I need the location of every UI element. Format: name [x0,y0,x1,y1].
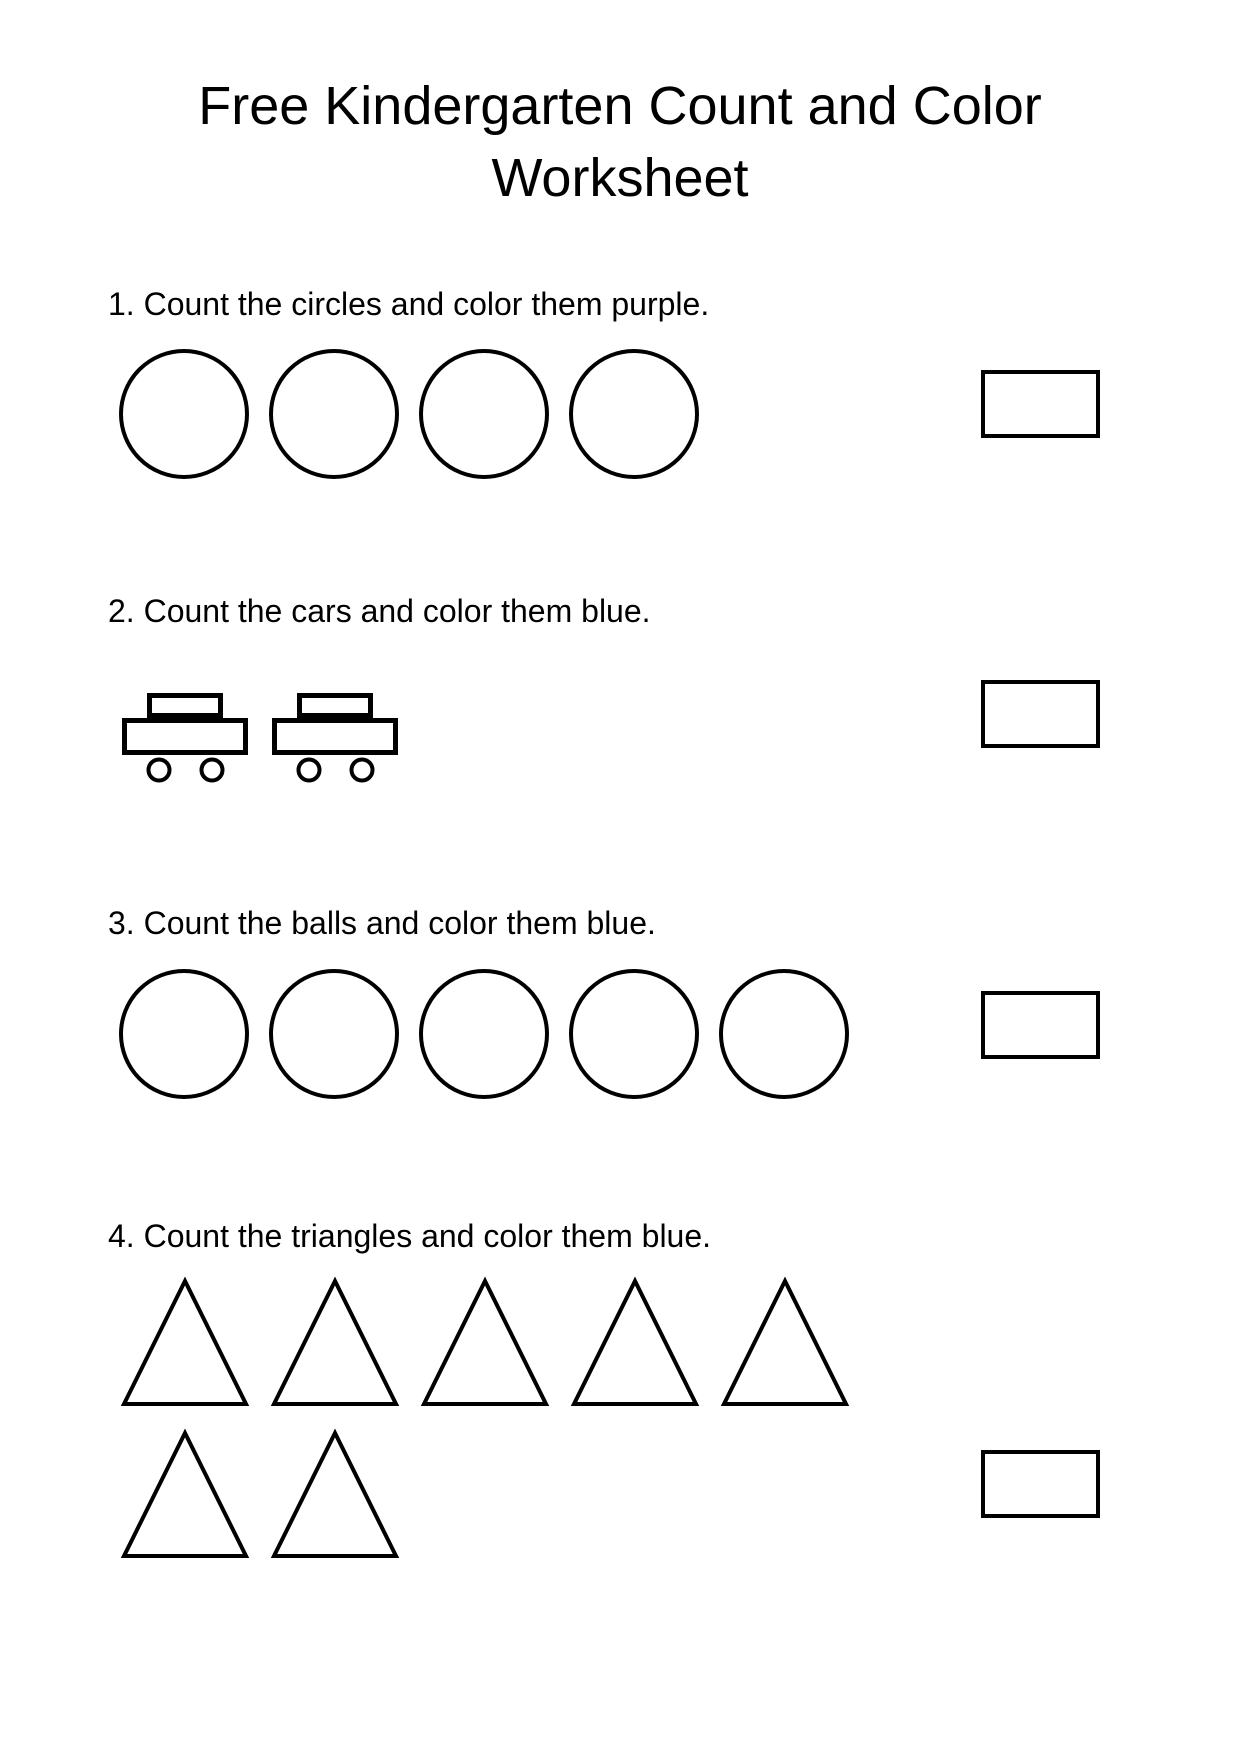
question-1-prompt: 1. Count the circles and color them purple. [108,286,710,322]
question-4-shape-row-1 [120,1276,850,1408]
question-1-shape-row [119,349,699,479]
worksheet-title-line1: Free Kindergarten Count and Color [198,76,1042,136]
answer-box-q2[interactable] [981,680,1100,748]
question-3-shape-row [119,969,849,1099]
question-3-prompt: 3. Count the balls and color them blue. [108,905,656,941]
triangle-shape [420,1276,550,1408]
circle-shape [269,349,399,479]
question-4-shape-row-2 [120,1428,400,1560]
ball-shape [119,969,249,1099]
ball-shape [719,969,849,1099]
triangle-shape [270,1276,400,1408]
question-2-prompt: 2. Count the cars and color them blue. [108,593,651,629]
question-4-prompt: 4. Count the triangles and color them blue. [108,1218,712,1254]
triangle-shape [120,1276,250,1408]
triangle-shape [720,1276,850,1408]
worksheet-title [0,70,1240,214]
ball-shape [419,969,549,1099]
ball-shape [269,969,399,1099]
answer-box-q1[interactable] [981,370,1100,438]
triangle-shape [570,1276,700,1408]
car-shape [120,690,250,784]
circle-shape [569,349,699,479]
triangle-shape [270,1428,400,1560]
car-shape [270,690,400,784]
circle-shape [419,349,549,479]
circle-shape [119,349,249,479]
ball-shape [569,969,699,1099]
question-2-shape-row [120,690,400,784]
answer-box-q4[interactable] [981,1450,1100,1518]
triangle-shape [120,1428,250,1560]
answer-box-q3[interactable] [981,991,1100,1059]
worksheet-title-line2: Worksheet [491,148,749,208]
